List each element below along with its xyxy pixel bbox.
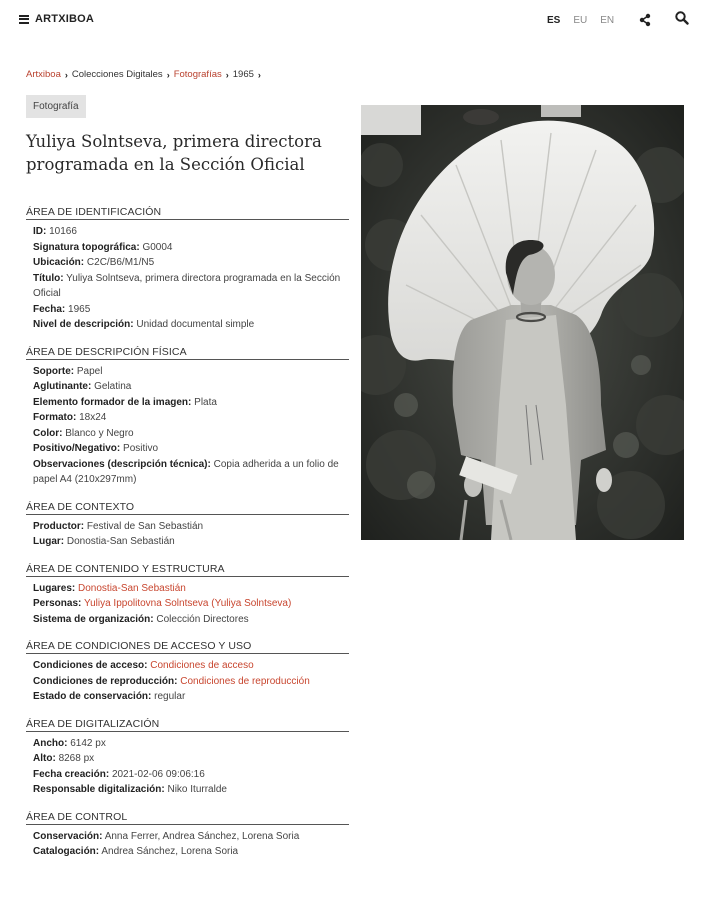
field-label: Estado de conservación:	[33, 691, 152, 702]
breadcrumb	[26, 69, 265, 80]
breadcrumb-fotografias[interactable]: Fotografías	[173, 69, 222, 80]
section-heading: ÁREA DE IDENTIFICACIÓN	[26, 206, 349, 220]
field-value: 2021-02-06 09:06:16	[111, 768, 205, 780]
field-value: Plata	[194, 396, 217, 408]
section-heading: ÁREA DE CONTROL	[26, 811, 349, 825]
chevron-right-icon: ›	[64, 69, 68, 80]
metadata-field	[26, 674, 349, 690]
field-value-link[interactable]: Donostia-San Sebastián	[78, 582, 186, 594]
lang-es[interactable]: ES	[547, 15, 561, 26]
lang-en[interactable]: EN	[600, 15, 615, 26]
metadata-field	[26, 395, 349, 411]
metadata-field	[26, 581, 349, 597]
metadata-field	[26, 736, 349, 752]
field-label: Signatura topográfica:	[33, 241, 140, 253]
field-value: 8268 px	[58, 753, 95, 764]
field-label: Alto:	[33, 753, 56, 764]
field-value-link[interactable]: Yuliya Ippolitovna Solntseva (Yuliya Solntseva)	[83, 598, 292, 609]
field-value: Yuliya Solntseva, primera directora programada en la Sección Oficial	[33, 272, 341, 299]
search-icon[interactable]	[675, 11, 689, 25]
field-value: Andrea Sánchez, Lorena Soria	[101, 846, 239, 857]
metadata-field	[26, 519, 349, 535]
field-label: Catalogación:	[33, 846, 100, 857]
field-label: Sistema de organización:	[33, 613, 154, 625]
field-label: Personas:	[33, 598, 82, 609]
section-area-de-descripcion-fisica	[26, 346, 349, 488]
field-label: Formato:	[33, 412, 77, 423]
field-value: 6142 px	[70, 737, 106, 749]
metadata-field	[26, 302, 349, 318]
section-heading: ÁREA DE CONTENIDO Y ESTRUCTURA	[26, 563, 349, 577]
field-label: Ubicación:	[33, 257, 85, 268]
field-label: Condiciones de reproducción:	[33, 675, 178, 687]
section-area-de-identificacion	[26, 206, 349, 333]
field-value: Anna Ferrer, Andrea Sánchez, Lorena Soria	[104, 830, 300, 842]
field-label: Productor:	[33, 520, 85, 532]
brand-logo[interactable]: ARTXIBOA	[35, 13, 95, 25]
field-label: Aglutinante:	[33, 381, 92, 392]
field-label: Positivo/Negativo:	[33, 443, 121, 454]
field-value: Blanco y Negro	[65, 427, 134, 439]
metadata-field	[26, 457, 349, 488]
field-label: Nivel de descripción:	[33, 319, 134, 330]
section-area-de-contexto	[26, 501, 349, 550]
field-value-link[interactable]: Condiciones de reproducción	[180, 675, 310, 687]
field-label: Fecha creación:	[33, 768, 110, 780]
field-label: Conservación:	[33, 830, 103, 842]
metadata-field	[26, 844, 349, 860]
field-label: Título:	[33, 272, 64, 284]
metadata-field	[26, 364, 349, 380]
field-label: ID:	[33, 226, 47, 237]
menu-button[interactable]	[19, 13, 94, 25]
section-heading: ÁREA DE CONDICIONES DE ACCESO Y USO	[26, 640, 349, 654]
page-title: Yuliya Solntseva, primera directora programada en la Sección Oficial	[26, 132, 322, 174]
metadata-field	[26, 271, 349, 302]
field-value: regular	[154, 691, 186, 702]
field-value: Festival de San Sebastián	[86, 520, 204, 532]
breadcrumb-colecciones: Colecciones Digitales	[71, 69, 163, 80]
site-header	[0, 0, 716, 42]
field-value: Copia adherida a un folio de papel A4 (210x297mm)	[33, 458, 339, 485]
metadata-field	[26, 829, 349, 845]
photo-image	[361, 105, 684, 540]
section-area-de-control	[26, 811, 349, 860]
field-value: Gelatina	[94, 381, 132, 392]
field-label: Observaciones (descripción técnica):	[33, 458, 211, 470]
section-area-de-digitalizacion	[26, 718, 349, 798]
field-label: Ancho:	[33, 737, 68, 749]
breadcrumb-artxiboa[interactable]: Artxiboa	[26, 69, 61, 80]
metadata-sections	[26, 206, 349, 873]
field-value: 18x24	[79, 412, 107, 423]
metadata-field	[26, 596, 349, 612]
section-area-de-contenido-y-estructura	[26, 563, 349, 628]
metadata-field	[26, 224, 349, 240]
metadata-field	[26, 689, 349, 705]
metadata-field	[26, 534, 349, 550]
field-value: 1965	[68, 303, 91, 315]
field-label: Responsable digitalización:	[33, 784, 165, 795]
field-value: G0004	[142, 241, 173, 253]
section-heading: ÁREA DE CONTEXTO	[26, 501, 349, 515]
record-photo[interactable]	[361, 105, 684, 540]
chevron-right-icon: ›	[257, 69, 261, 80]
field-label: Lugar:	[33, 536, 65, 547]
metadata-field	[26, 658, 349, 674]
field-label: Fecha:	[33, 303, 66, 315]
field-value: Donostia-San Sebastián	[66, 536, 175, 547]
metadata-field	[26, 379, 349, 395]
metadata-field	[26, 240, 349, 256]
chevron-right-icon: ›	[166, 69, 170, 80]
field-label: Soporte:	[33, 365, 75, 377]
language-switcher	[547, 15, 627, 26]
metadata-field	[26, 426, 349, 442]
metadata-field	[26, 441, 349, 457]
section-heading: ÁREA DE DESCRIPCIÓN FÍSICA	[26, 346, 349, 360]
share-icon[interactable]	[639, 13, 651, 27]
field-label: Elemento formador de la imagen:	[33, 396, 192, 408]
field-value: Unidad documental simple	[136, 319, 255, 330]
metadata-field	[26, 782, 349, 798]
chevron-right-icon: ›	[225, 69, 229, 80]
metadata-field	[26, 767, 349, 783]
metadata-field	[26, 612, 349, 628]
field-value: 10166	[49, 226, 77, 237]
field-label: Lugares:	[33, 582, 76, 594]
type-badge: Fotografía	[26, 95, 86, 118]
field-value: Papel	[76, 365, 103, 377]
metadata-field	[26, 317, 349, 333]
field-value: Colección Directores	[156, 613, 249, 625]
metadata-field	[26, 255, 349, 271]
metadata-field	[26, 751, 349, 767]
field-value: C2C/B6/M1/N5	[86, 257, 155, 268]
field-value: Positivo	[123, 443, 159, 454]
metadata-field	[26, 410, 349, 426]
breadcrumb-year: 1965	[232, 69, 254, 80]
section-heading: ÁREA DE DIGITALIZACIÓN	[26, 718, 349, 732]
field-label: Condiciones de acceso:	[33, 660, 148, 671]
hamburger-icon	[19, 15, 29, 24]
field-value-link[interactable]: Condiciones de acceso	[150, 660, 254, 671]
lang-eu[interactable]: EU	[573, 15, 588, 26]
section-area-de-condiciones-de-acceso-y-uso	[26, 640, 349, 705]
field-label: Color:	[33, 427, 63, 439]
field-value: Niko Iturralde	[167, 784, 227, 795]
